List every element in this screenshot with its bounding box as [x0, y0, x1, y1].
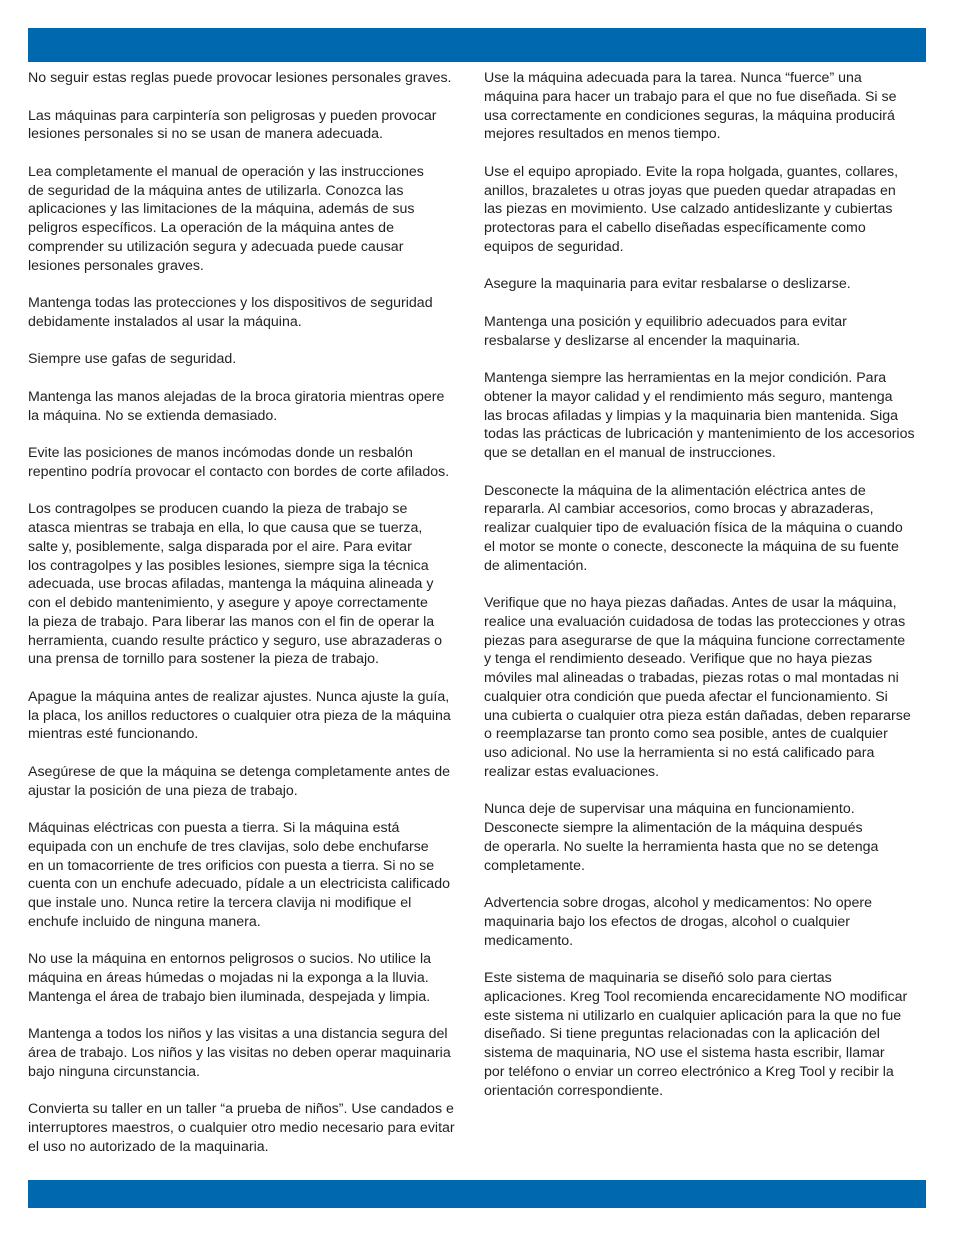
safety-paragraph: Asegúrese de que la máquina se detenga completamente antes de ajustar la posición de una pieza de trabajo. — [28, 763, 450, 799]
safety-paragraph: Mantenga a todos los niños y las visitas a una distancia segura del área de trabajo. Los niños y las visitas no deben operar maquinaria bajo ninguna circunstancia. — [28, 1026, 451, 1080]
safety-paragraph: Mantenga las manos alejadas de la broca giratoria mientras opere la máquina. No se extienda demasiado. — [28, 388, 445, 424]
safety-paragraph: Mantenga siempre las herramientas en la mejor condición. Para obtener la mayor calidad y el rendimiento más seguro, mantenga las brocas afiladas y limpias y la maquinaria bien mantenida. Siga todas las prácticas de lubricación y mantenimiento de los accesorios que se detallan en el manual de instrucciones. — [484, 370, 915, 461]
safety-paragraph: Use el equipo apropiado. Evite la ropa holgada, guantes, collares, anillos, brazaletes u otras joyas que pueden quedar atrapadas en las piezas en movimiento. Use calzado antideslizante y cubiertas protectoras para el cabello diseñadas específicamente como equipos de seguridad. — [484, 163, 899, 255]
safety-paragraph: Asegure la maquinaria para evitar resbalarse o deslizarse. — [484, 276, 851, 293]
safety-paragraph: Máquinas eléctricas con puesta a tierra. Si la máquina está equipada con un enchufe de tres clavijas, solo debe enchufarse en un tomacorriente de tres orificios con puesta a tierra. Si no se cuenta con un enchufe adecuado, pídale a un electricista calificado que instale uno. Nunca retire la tercera clavija ni modifique el enchufe incluido de ninguna manera. — [28, 820, 450, 930]
safety-paragraph: Mantenga todas las protecciones y los dispositivos de seguridad debidamente instalados al usar la máquina. — [28, 295, 433, 330]
safety-paragraph: Mantenga una posición y equilibrio adecuados para evitar resbalarse y deslizarse al encender la maquinaria. — [484, 313, 847, 349]
safety-paragraph: Los contragolpes se producen cuando la pieza de trabajo se atasca mientras se trabaja en ella, lo que causa que se tuerza, salte y, posiblemente, salga disparada por el aire. Para evitar los contragolpes y las posibles lesiones, siempre siga la técnica adecuada, use brocas afiladas, mantenga la máquina alineada y con el debido mantenimiento, y asegure y apoye correctamente la pieza de trabajo. Para liberar las manos con el fin de operar la herramienta, cuando resulte práctico y seguro, use abrazaderas o una prensa de tornillo para sostener la pieza de trabajo. — [28, 501, 443, 668]
right-column — [484, 69, 928, 1119]
footer-banner — [28, 1180, 926, 1208]
safety-paragraph: Verifique que no haya piezas dañadas. Antes de usar la máquina, realice una evaluación cuidadosa de todas las protecciones y otras piezas para asegurarse de que la máquina funcione correctamente y tenga el rendimiento deseado. Verifique que no haya piezas móviles mal alineadas o trabadas, piezas rotas o mal montadas ni cualquier otra condición que pueda afectar el funcionamiento. Si una cubierta o cualquier otra pieza están dañadas, deben repararse o reemplazarse tan pronto como sea posible, antes de cualquier uso adicional. No use la herramienta si no está calificado para realizar estas evaluaciones. — [484, 595, 911, 780]
safety-paragraph: Apague la máquina antes de realizar ajustes. Nunca ajuste la guía, la placa, los anillos reductores o cualquier otra pieza de la máquina mientras esté funcionando. — [28, 688, 451, 743]
safety-paragraph: Las máquinas para carpintería son peligrosas y pueden provocar lesiones personales si no se usan de manera adecuada. — [28, 107, 437, 143]
safety-paragraph: Lea completamente el manual de operación y las instrucciones de seguridad de la máquina antes de utilizarla. Conozca las aplicaciones y las limitaciones de la máquina, además de sus peligros específicos. La operación de la máquina antes de comprender su utilización segura y adecuada puede causar lesiones personales graves. — [28, 163, 424, 274]
safety-paragraph: No seguir estas reglas puede provocar lesiones personales graves. — [28, 70, 452, 86]
safety-paragraph: Siempre use gafas de seguridad. — [28, 351, 237, 368]
header-banner — [28, 28, 926, 62]
left-column — [28, 69, 470, 1175]
safety-paragraph: Convierta su taller en un taller “a prueba de niños”. Use candados e interruptores maestros, o cualquier otro medio necesario para evitar el uso no autorizado de la maquinaria. — [28, 1101, 455, 1155]
safety-paragraph: No use la máquina en entornos peligrosos o sucios. No utilice la máquina en áreas húmedas o mojadas ni la exponga a la lluvia. Mantenga el área de trabajo bien iluminada, despejada y limpia. — [28, 951, 431, 1005]
safety-paragraph: Evite las posiciones de manos incómodas donde un resbalón repentino podría provocar el contacto con bordes de corte afilados. — [28, 445, 450, 480]
safety-paragraph: Advertencia sobre drogas, alcohol y medicamentos: No opere maquinaria bajo los efectos de drogas, alcohol o cualquier medicamento. — [484, 895, 873, 949]
safety-paragraph: Este sistema de maquinaria se diseñó solo para ciertas aplicaciones. Kreg Tool recomienda encarecidamente NO modificar este sistema ni utilizarlo en cualquier aplicación para la que no fue diseñado. Si tiene preguntas relacionadas con la aplicación del sistema de maquinaria, NO use el sistema hasta escribir, llamar por teléfono o enviar un correo electrónico a Kreg Tool y recibir la orientación correspondiente. — [484, 970, 908, 1099]
safety-paragraph: Nunca deje de supervisar una máquina en funcionamiento. Desconecte siempre la alimentación de la máquina después de operarla. No suelte la herramienta hasta que no se detenga completamente. — [484, 801, 879, 874]
safety-paragraph: Desconecte la máquina de la alimentación eléctrica antes de repararla. Al cambiar accesorios, como brocas y abrazaderas, realizar cualquier tipo de evaluación física de la máquina o cuando el motor se monte o conecte, desconecte la máquina de su fuente de alimentación. — [484, 482, 903, 574]
safety-paragraph: Use la máquina adecuada para la tarea. Nunca “fuerce” una máquina para hacer un trabajo para el que no fue diseñada. Si se usa correctamente en condiciones seguras, la máquina producirá mejores resultados en menos tiempo. — [484, 70, 897, 143]
